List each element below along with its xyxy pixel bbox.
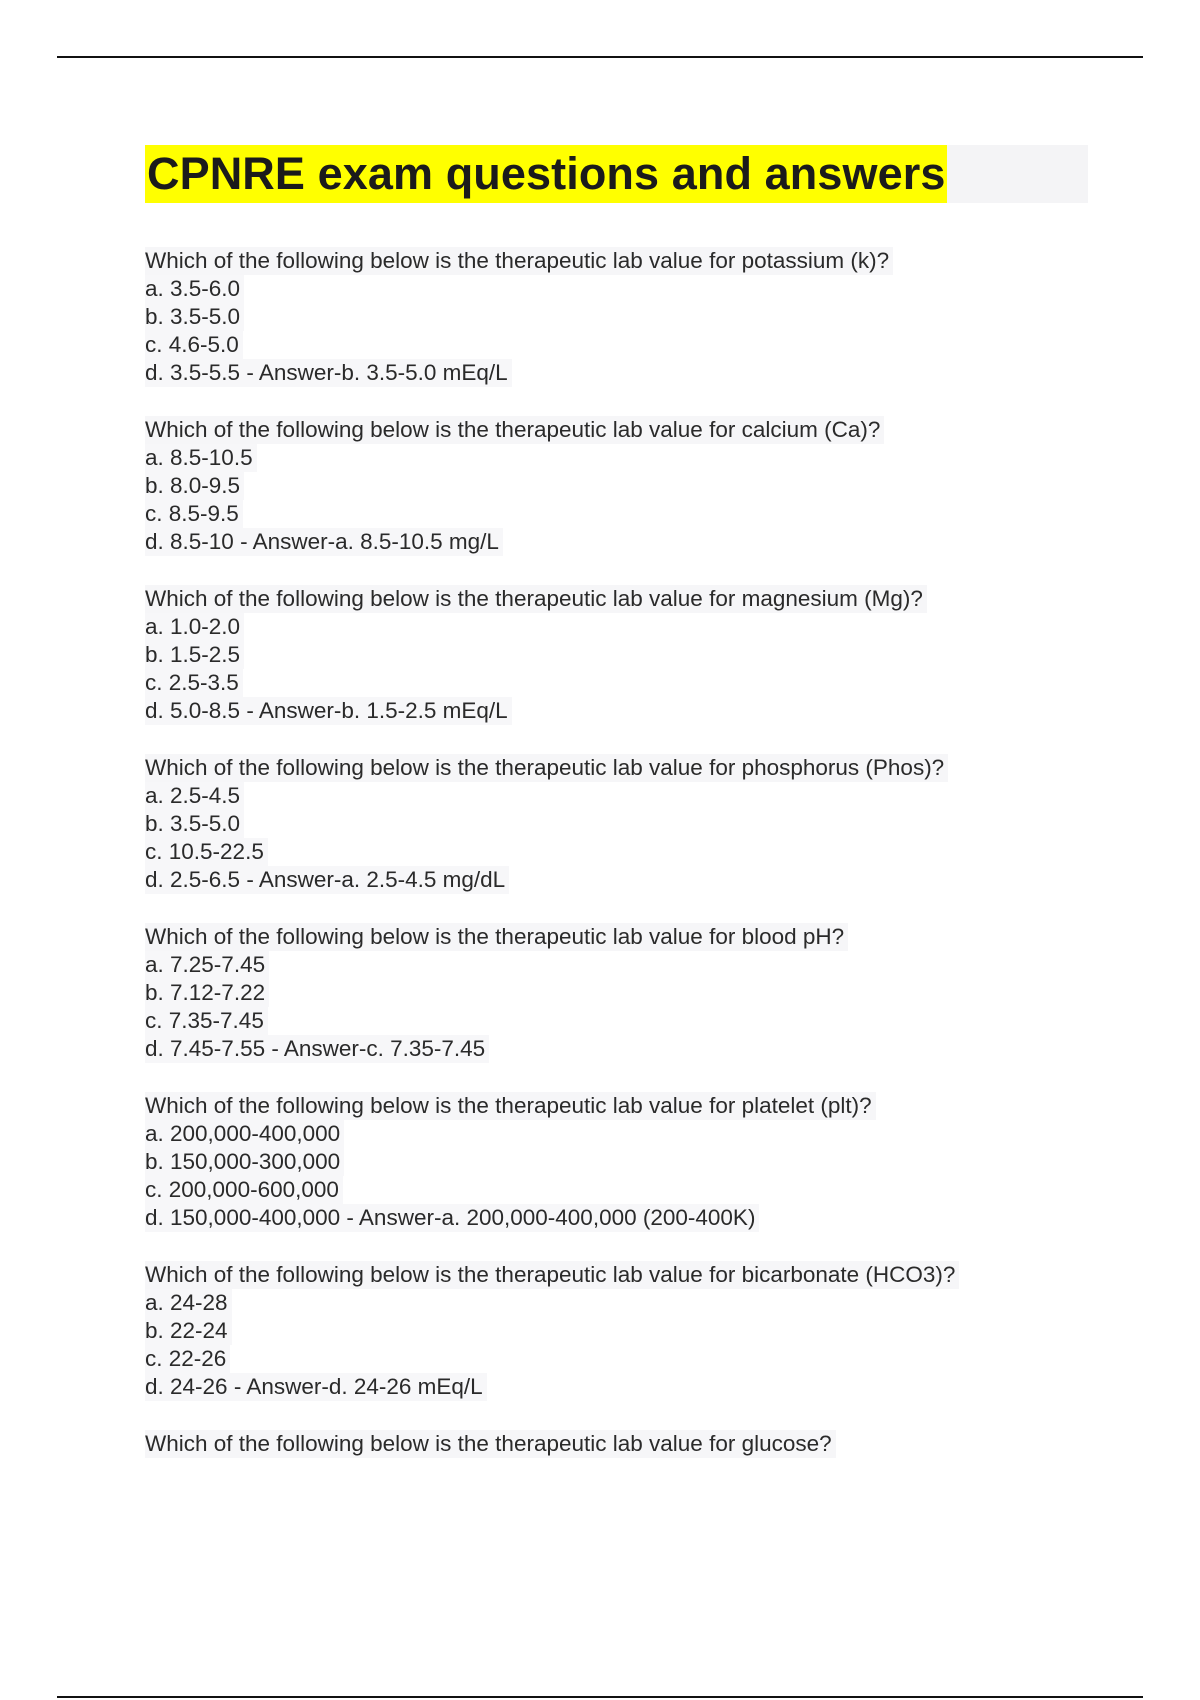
- answer-option: d. 24-26 - Answer-d. 24-26 mEq/L: [145, 1373, 487, 1401]
- question-block: [145, 754, 1125, 894]
- answer-option: c. 8.5-9.5: [145, 500, 243, 528]
- answer-option: d. 7.45-7.55 - Answer-c. 7.35-7.45: [145, 1035, 489, 1063]
- answer-option: a. 7.25-7.45: [145, 951, 269, 979]
- answer-option: b. 3.5-5.0: [145, 810, 244, 838]
- answer-option: b. 7.12-7.22: [145, 979, 269, 1007]
- answer-option: a. 2.5-4.5: [145, 782, 244, 810]
- answer-option: a. 1.0-2.0: [145, 613, 244, 641]
- answer-option: b. 1.5-2.5: [145, 641, 244, 669]
- question-block: [145, 1092, 1125, 1232]
- answer-option: c. 4.6-5.0: [145, 331, 243, 359]
- answer-option: c. 200,000-600,000: [145, 1176, 343, 1204]
- answer-option: d. 2.5-6.5 - Answer-a. 2.5-4.5 mg/dL: [145, 866, 509, 894]
- answer-option: a. 24-28: [145, 1289, 232, 1317]
- question-block: [145, 923, 1125, 1063]
- bottom-divider: [57, 1696, 1143, 1698]
- answer-option: c. 7.35-7.45: [145, 1007, 268, 1035]
- question-block: [145, 585, 1125, 725]
- question-block: [145, 1261, 1125, 1401]
- answer-option: b. 22-24: [145, 1317, 232, 1345]
- question-text: Which of the following below is the therapeutic lab value for platelet (plt)?: [145, 1092, 876, 1120]
- question-block: [145, 247, 1125, 387]
- question-text: Which of the following below is the therapeutic lab value for magnesium (Mg)?: [145, 585, 927, 613]
- question-block: [145, 416, 1125, 556]
- answer-option: d. 150,000-400,000 - Answer-a. 200,000-400,000 (200-400K): [145, 1204, 759, 1232]
- answer-option: a. 8.5-10.5: [145, 444, 257, 472]
- question-list: [145, 247, 1125, 1487]
- answer-option: d. 5.0-8.5 - Answer-b. 1.5-2.5 mEq/L: [145, 697, 512, 725]
- question-text: Which of the following below is the therapeutic lab value for glucose?: [145, 1430, 836, 1458]
- answer-option: b. 150,000-300,000: [145, 1148, 344, 1176]
- question-text: Which of the following below is the therapeutic lab value for potassium (k)?: [145, 247, 893, 275]
- top-divider: [57, 56, 1143, 58]
- page-title: CPNRE exam questions and answers: [145, 145, 947, 203]
- answer-option: b. 3.5-5.0: [145, 303, 244, 331]
- question-block: [145, 1430, 1125, 1458]
- question-text: Which of the following below is the therapeutic lab value for blood pH?: [145, 923, 848, 951]
- question-text: Which of the following below is the therapeutic lab value for calcium (Ca)?: [145, 416, 884, 444]
- answer-option: c. 10.5-22.5: [145, 838, 268, 866]
- question-text: Which of the following below is the therapeutic lab value for phosphorus (Phos)?: [145, 754, 948, 782]
- answer-option: d. 3.5-5.5 - Answer-b. 3.5-5.0 mEq/L: [145, 359, 512, 387]
- answer-option: c. 2.5-3.5: [145, 669, 243, 697]
- answer-option: b. 8.0-9.5: [145, 472, 244, 500]
- question-text: Which of the following below is the therapeutic lab value for bicarbonate (HCO3)?: [145, 1261, 959, 1289]
- answer-option: d. 8.5-10 - Answer-a. 8.5-10.5 mg/L: [145, 528, 503, 556]
- answer-option: a. 3.5-6.0: [145, 275, 244, 303]
- answer-option: c. 22-26: [145, 1345, 230, 1373]
- answer-option: a. 200,000-400,000: [145, 1120, 344, 1148]
